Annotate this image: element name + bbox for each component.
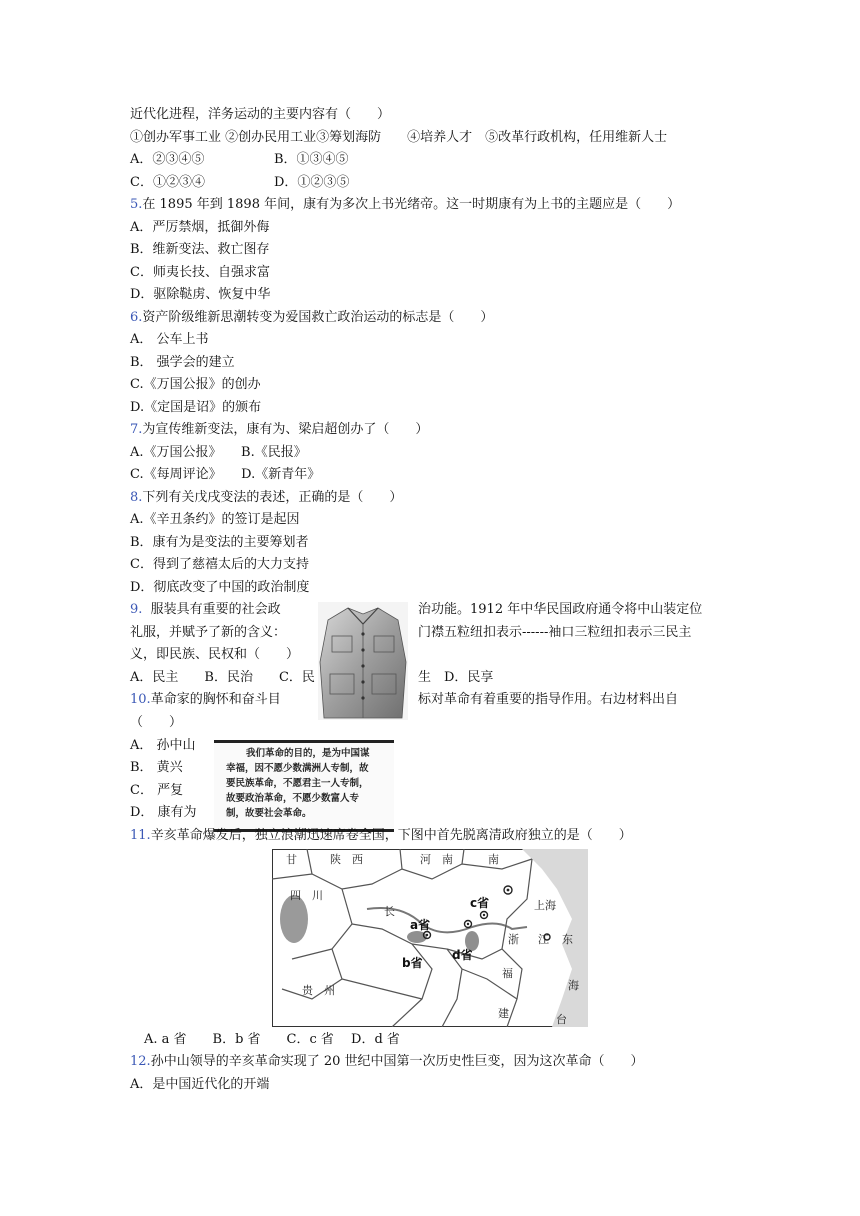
map-label-a-province: a省	[410, 918, 431, 932]
quote-line: 我们革命的目的，是为中国谋	[246, 748, 370, 759]
q9-stem-left-2: 礼服，并赋予了新的含义：	[130, 625, 287, 640]
q4-option-a: A．②③④⑤	[130, 152, 205, 167]
question-4-stem-end: 近代化进程，洋务运动的主要内容有（ ）	[130, 107, 391, 122]
q6-number: 6.	[130, 310, 143, 325]
zhongshan-suit-photo	[318, 602, 408, 720]
q5-option-c: C．师夷长技、自强求富	[130, 265, 270, 280]
q9-options-right: 生 D．民享	[418, 670, 494, 685]
q10-option-d: D． 康有为	[130, 805, 197, 820]
q7-number: 7.	[130, 422, 143, 437]
sun-yatsen-quote-box	[214, 740, 394, 832]
china-provinces-map	[272, 849, 588, 1027]
q6-stem: 资产阶级维新思潮转变为爱国救亡政治运动的标志是（ ）	[142, 310, 494, 325]
map-label-guizhou: 贵 州	[302, 984, 335, 997]
map-label-zhe: 浙	[508, 933, 519, 946]
map-label-fu: 福	[502, 967, 513, 980]
q8-option-a: A.《辛丑条约》的签订是起因	[130, 512, 300, 527]
q10-option-b: B． 黄兴	[130, 760, 183, 775]
q5-stem: 在 1895 年到 1898 年间，康有为多次上书光绪帝。这一时期康有为上书的主题应是（ ）	[142, 197, 681, 212]
map-label-dong: 东	[562, 933, 573, 946]
q4-option-b: B．①③④⑤	[274, 152, 349, 167]
q7-options-cd: C.《每周评论》 D.《新青年》	[130, 467, 321, 482]
q4-option-c: C．①②③④	[130, 175, 205, 190]
map-label-gansu: 甘	[286, 853, 297, 866]
q6-option-a: A． 公车上书	[130, 332, 209, 347]
q8-option-b: B．康有为是变法的主要筹划者	[130, 535, 309, 550]
q11-number: 11.	[130, 828, 151, 843]
q11-stem: 辛亥革命爆发后，独立浪潮迅速席卷全国，下图中首先脱离清政府独立的是（ ）	[150, 828, 632, 843]
map-label-chang: 长	[384, 905, 395, 918]
q9-stem-right: 治功能。1912 年中华民国政府通令将中山装定位	[418, 602, 703, 617]
q7-stem: 为宣传维新变法，康有为、梁启超创办了（ ）	[142, 422, 429, 437]
map-label-nan: 南	[488, 853, 499, 866]
q8-number: 8.	[130, 490, 143, 505]
map-label-sichuan: 四 川	[290, 889, 323, 902]
q5-option-b: B．维新变法、救亡图存	[130, 242, 270, 257]
quote-line: 要民族革命，不愿君主一人专制，	[226, 778, 369, 789]
quote-line: 制，故要社会革命。	[226, 808, 312, 819]
map-label-hai: 海	[568, 979, 579, 992]
q5-option-a: A．严厉禁烟，抵御外侮	[130, 220, 270, 235]
q10-option-a: A． 孙中山	[130, 738, 196, 753]
question-4-items: ①创办军事工业 ②创办民用工业③筹划海防 ④培养人才 ⑤改革行政机构，任用维新人士	[130, 130, 668, 145]
q9-options-left: A．民主 B．民治 C．民	[130, 670, 315, 685]
map-label-shanghai: 上海	[534, 899, 556, 912]
map-label-henan: 河 南	[420, 853, 453, 866]
q10-option-c: C． 严复	[130, 783, 184, 798]
q10-paren: （ ）	[130, 715, 183, 730]
quote-line: 幸福，因不愿少数满洲人专制，故	[226, 763, 369, 774]
q10-stem-right: 标对革命有着重要的指导作用。右边材料出自	[418, 692, 679, 707]
map-label-jian: 建	[498, 1007, 509, 1020]
quote-line: 故要政治革命，不愿少数富人专	[226, 793, 360, 804]
map-label-jiang: 江	[538, 933, 549, 946]
q8-option-c: C．得到了慈禧太后的大力支持	[130, 557, 309, 572]
q12-number: 12.	[130, 1054, 151, 1069]
q12-stem: 孙中山领导的辛亥革命实现了 20 世纪中国第一次历史性巨变，因为这次革命（ ）	[150, 1054, 644, 1069]
map-label-c-province: c省	[470, 896, 490, 910]
q7-options-ab: A.《万国公报》 B.《民报》	[130, 445, 307, 460]
map-label-d-province: d省	[452, 948, 473, 962]
q10-stem-left: 革命家的胸怀和奋斗目	[150, 692, 281, 707]
q6-option-c: C.《万国公报》的创办	[130, 377, 261, 392]
q5-option-d: D．驱除鞑虏、恢复中华	[130, 287, 271, 302]
q11-options: A. a 省 B．b 省 C．c 省 D．d 省	[144, 1032, 400, 1047]
q9-number: 9.	[130, 602, 143, 617]
q12-option-a: A．是中国近代化的开端	[130, 1077, 270, 1092]
q9-stem-left: 服装具有重要的社会政	[142, 602, 281, 617]
q6-option-d: D.《定国是诏》的颁布	[130, 400, 262, 415]
q4-option-d: D．①②③⑤	[274, 175, 350, 190]
q8-option-d: D．彻底改变了中国的政治制度	[130, 580, 310, 595]
q9-stem-right-2: 门襟五粒纽扣表示------袖口三粒纽扣表示三民主	[418, 625, 692, 640]
q9-stem-3: 义，即民族、民权和（ ）	[130, 647, 300, 662]
map-label-b-province: b省	[402, 956, 423, 970]
q6-option-b: B． 强学会的建立	[130, 355, 235, 370]
q5-number: 5.	[130, 197, 143, 212]
map-label-shaanxi: 陕 西	[330, 853, 363, 866]
map-label-tai: 台	[556, 1013, 567, 1026]
q10-number: 10.	[130, 692, 151, 707]
q8-stem: 下列有关戊戌变法的表述，正确的是（ ）	[142, 490, 403, 505]
